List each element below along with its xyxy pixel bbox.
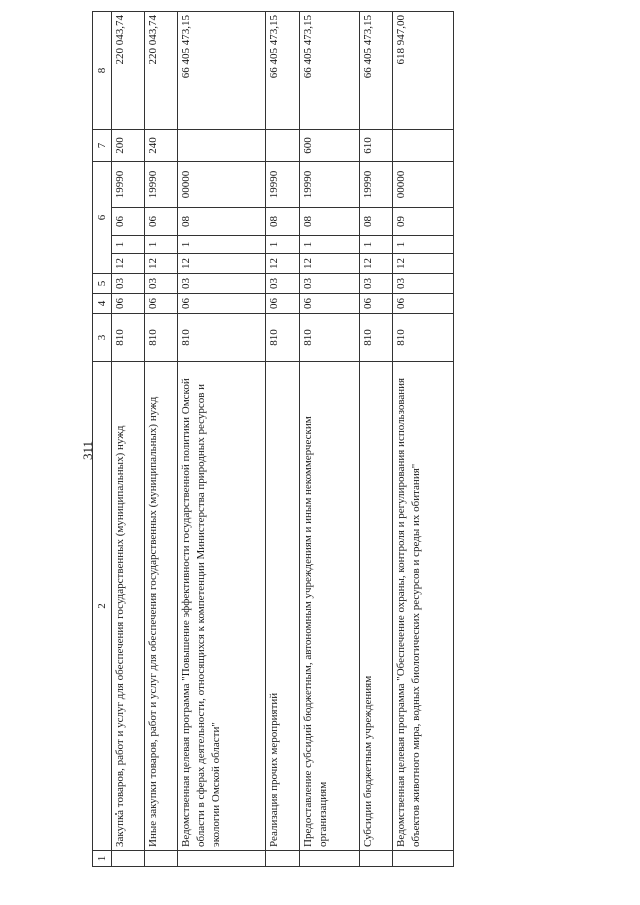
pr-code: 03 xyxy=(266,274,299,294)
cs-part1: 12 xyxy=(299,254,360,274)
pr-code: 03 xyxy=(178,274,266,294)
pr-code: 03 xyxy=(112,274,145,294)
ved-code: 810 xyxy=(178,314,266,362)
budget-table xyxy=(92,11,454,867)
cs-part2: 1 xyxy=(145,236,178,254)
cs-part2: 1 xyxy=(266,236,299,254)
pr-code: 03 xyxy=(393,274,454,294)
cs-part4: 19990 xyxy=(360,162,393,208)
header-cell: 8 xyxy=(93,12,112,130)
table-row xyxy=(145,12,178,867)
cs-part3: 09 xyxy=(393,208,454,236)
rz-code: 06 xyxy=(112,294,145,314)
header-cell: 6 xyxy=(93,162,112,274)
header-cell: 5 xyxy=(93,274,112,294)
vr-code: 610 xyxy=(360,130,393,162)
table-row xyxy=(393,12,454,867)
rz-code: 06 xyxy=(178,294,266,314)
table-row xyxy=(299,12,360,867)
cs-part2: 1 xyxy=(299,236,360,254)
cs-part4: 19990 xyxy=(145,162,178,208)
row-name: Закупка товаров, работ и услуг для обеспечения государственных (муниципальных) нужд xyxy=(112,362,145,851)
cs-part2: 1 xyxy=(360,236,393,254)
table-row xyxy=(266,12,299,867)
rz-code: 06 xyxy=(393,294,454,314)
header-cell: 1 xyxy=(93,851,112,867)
ved-code: 810 xyxy=(145,314,178,362)
amount: 618 947,00 xyxy=(393,12,454,130)
rz-code: 06 xyxy=(299,294,360,314)
ved-code: 810 xyxy=(360,314,393,362)
header-cell: 3 xyxy=(93,314,112,362)
rz-code: 06 xyxy=(266,294,299,314)
cs-part3: 08 xyxy=(360,208,393,236)
cs-part1: 12 xyxy=(112,254,145,274)
row-name: Ведомственная целевая программа "Обеспечение охраны, контроля и регулирования использования объектов животного мира, водных биологических ресурсов и среды их обитания" xyxy=(393,362,454,851)
ved-code: 810 xyxy=(266,314,299,362)
cs-part4: 19990 xyxy=(266,162,299,208)
vr-code: 240 xyxy=(145,130,178,162)
cs-part3: 08 xyxy=(299,208,360,236)
header-cell: 7 xyxy=(93,130,112,162)
row-name: Иные закупки товаров, работ и услуг для обеспечения государственных (муниципальных) нужд xyxy=(145,362,178,851)
cs-part2: 1 xyxy=(178,236,266,254)
cs-part1: 12 xyxy=(393,254,454,274)
table-row xyxy=(112,12,145,867)
cs-part4: 00000 xyxy=(178,162,266,208)
header-cell: 4 xyxy=(93,294,112,314)
vr-code xyxy=(393,130,454,162)
cs-part1: 12 xyxy=(145,254,178,274)
pr-code: 03 xyxy=(145,274,178,294)
vr-code xyxy=(178,130,266,162)
table-row xyxy=(360,12,393,867)
row-name: Ведомственная целевая программа "Повышение эффективности государственной политики Омской области в сферах деятельности, относящихся к компетенции Министерства природных ресурсов и экологии Омской области" xyxy=(178,362,266,851)
table-row xyxy=(178,12,266,867)
cs-part1: 12 xyxy=(360,254,393,274)
cs-part4: 19990 xyxy=(112,162,145,208)
header-cell: 2 xyxy=(93,362,112,851)
amount: 220 043,74 xyxy=(145,12,178,130)
cs-part1: 12 xyxy=(266,254,299,274)
ved-code: 810 xyxy=(393,314,454,362)
amount: 66 405 473,15 xyxy=(266,12,299,130)
vr-code: 200 xyxy=(112,130,145,162)
cs-part3: 06 xyxy=(112,208,145,236)
cs-part3: 06 xyxy=(145,208,178,236)
cs-part4: 19990 xyxy=(299,162,360,208)
amount: 66 405 473,15 xyxy=(299,12,360,130)
cs-part3: 08 xyxy=(266,208,299,236)
amount: 220 043,74 xyxy=(112,12,145,130)
ved-code: 810 xyxy=(112,314,145,362)
row-name: Реализация прочих мероприятий xyxy=(266,362,299,851)
cs-part4: 00000 xyxy=(393,162,454,208)
page-number: 311 xyxy=(80,440,95,460)
amount: 66 405 473,15 xyxy=(360,12,393,130)
row-name: Субсидии бюджетным учреждениям xyxy=(360,362,393,851)
cs-part3: 08 xyxy=(178,208,266,236)
pr-code: 03 xyxy=(360,274,393,294)
header-row xyxy=(93,12,112,867)
cs-part1: 12 xyxy=(178,254,266,274)
vr-code: 600 xyxy=(299,130,360,162)
amount: 66 405 473,15 xyxy=(178,12,266,130)
rz-code: 06 xyxy=(145,294,178,314)
pr-code: 03 xyxy=(299,274,360,294)
cs-part2: 1 xyxy=(112,236,145,254)
row-name: Предоставление субсидий бюджетным, автономным учреждениям и иным некоммерческим организациям xyxy=(299,362,360,851)
ved-code: 810 xyxy=(299,314,360,362)
cs-part2: 1 xyxy=(393,236,454,254)
vr-code xyxy=(266,130,299,162)
rz-code: 06 xyxy=(360,294,393,314)
